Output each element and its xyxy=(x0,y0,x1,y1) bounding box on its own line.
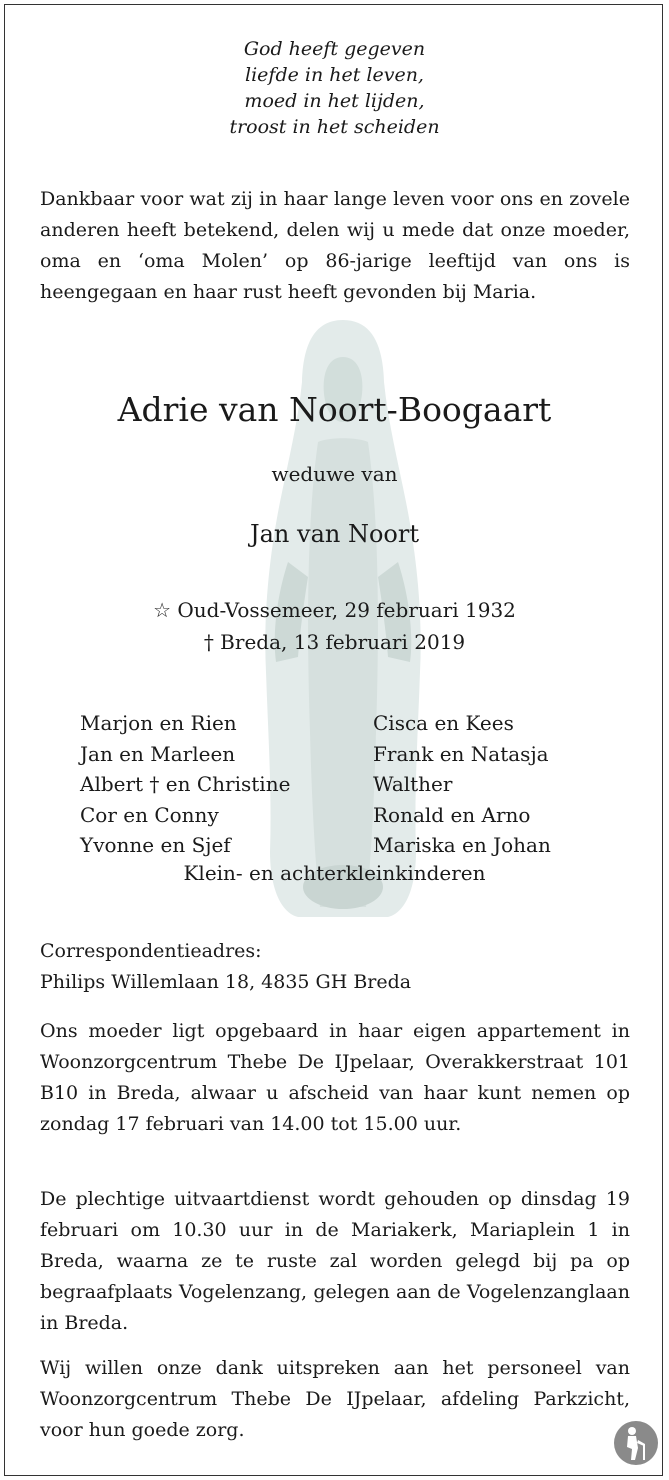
family-member: Walther xyxy=(373,772,453,796)
correspondence-address: Philips Willemlaan 18, 4835 GH Breda xyxy=(40,971,412,993)
viewing-paragraph: Ons moeder ligt opgebaard in haar eigen appartement in Woonzorgcentrum Thebe De IJpelaar, Overakkerstraat 101 B10 in Breda, alwaar u afscheid van haar kunt nemen op zondag 17 februari van 14.00 tot 15.00 uur. xyxy=(40,1020,630,1135)
grandchildren-line: Klein- en achterkleinkinderen xyxy=(183,861,486,885)
family-member: Cor en Conny xyxy=(80,802,219,827)
widow-of-label: weduwe van xyxy=(271,462,398,486)
deceased-name: Adrie van Noort-Boogaart xyxy=(117,390,552,429)
family-member: Yvonne en Sjef xyxy=(80,833,231,857)
family-member: Jan en Marleen xyxy=(80,741,236,766)
poem xyxy=(0,36,669,140)
family-member: Albert † en Christine xyxy=(80,772,291,796)
family-right-column xyxy=(373,708,551,861)
birth-line: ☆ Oud-Vossemeer, 29 februari 1932 xyxy=(153,598,516,622)
family-member: Ronald en Arno xyxy=(373,802,531,827)
poem-line: moed in het lijden, xyxy=(244,90,425,112)
poem-line: God heeft gegeven xyxy=(243,38,426,60)
family-member: Cisca en Kees xyxy=(373,711,514,735)
poem-line: liefde in het leven, xyxy=(245,64,424,86)
thanks-paragraph: Wij willen onze dank uitspreken aan het personeel van Woonzorgcentrum Thebe De IJpelaar, afdeling Parkzicht, voor hun goede zorg. xyxy=(40,1357,630,1441)
family-left-column xyxy=(80,708,290,861)
family-member: Frank en Natasja xyxy=(373,741,549,766)
husband-name: Jan van Noort xyxy=(250,520,419,548)
correspondence-label: Correspondentieadres: xyxy=(40,940,262,962)
family-member: Mariska en Johan xyxy=(373,833,551,857)
intro-paragraph: Dankbaar voor wat zij in haar lange leven voor ons en zovele anderen heeft betekend, delen wij u mede dat onze moeder, oma en ‘oma Molen’ op 86-jarige leeftijd van ons is heengegaan en haar rust heeft gevonden bij Maria. xyxy=(40,188,630,303)
family-member: Marjon en Rien xyxy=(80,711,237,735)
service-paragraph: De plechtige uitvaartdienst wordt gehouden op dinsdag 19 februari om 10.30 uur in de Mariakerk, Mariaplein 1 in Breda, waarna ze te ruste zal worden gelegd bij pa op begraafplaats Vogelenzang, gelegen aan de Vogelenzanglaan in Breda. xyxy=(40,1188,630,1334)
poem-line: troost in het scheiden xyxy=(229,116,440,138)
mourning-figure-logo-icon xyxy=(613,1420,659,1466)
death-line: † Breda, 13 februari 2019 xyxy=(203,630,466,654)
